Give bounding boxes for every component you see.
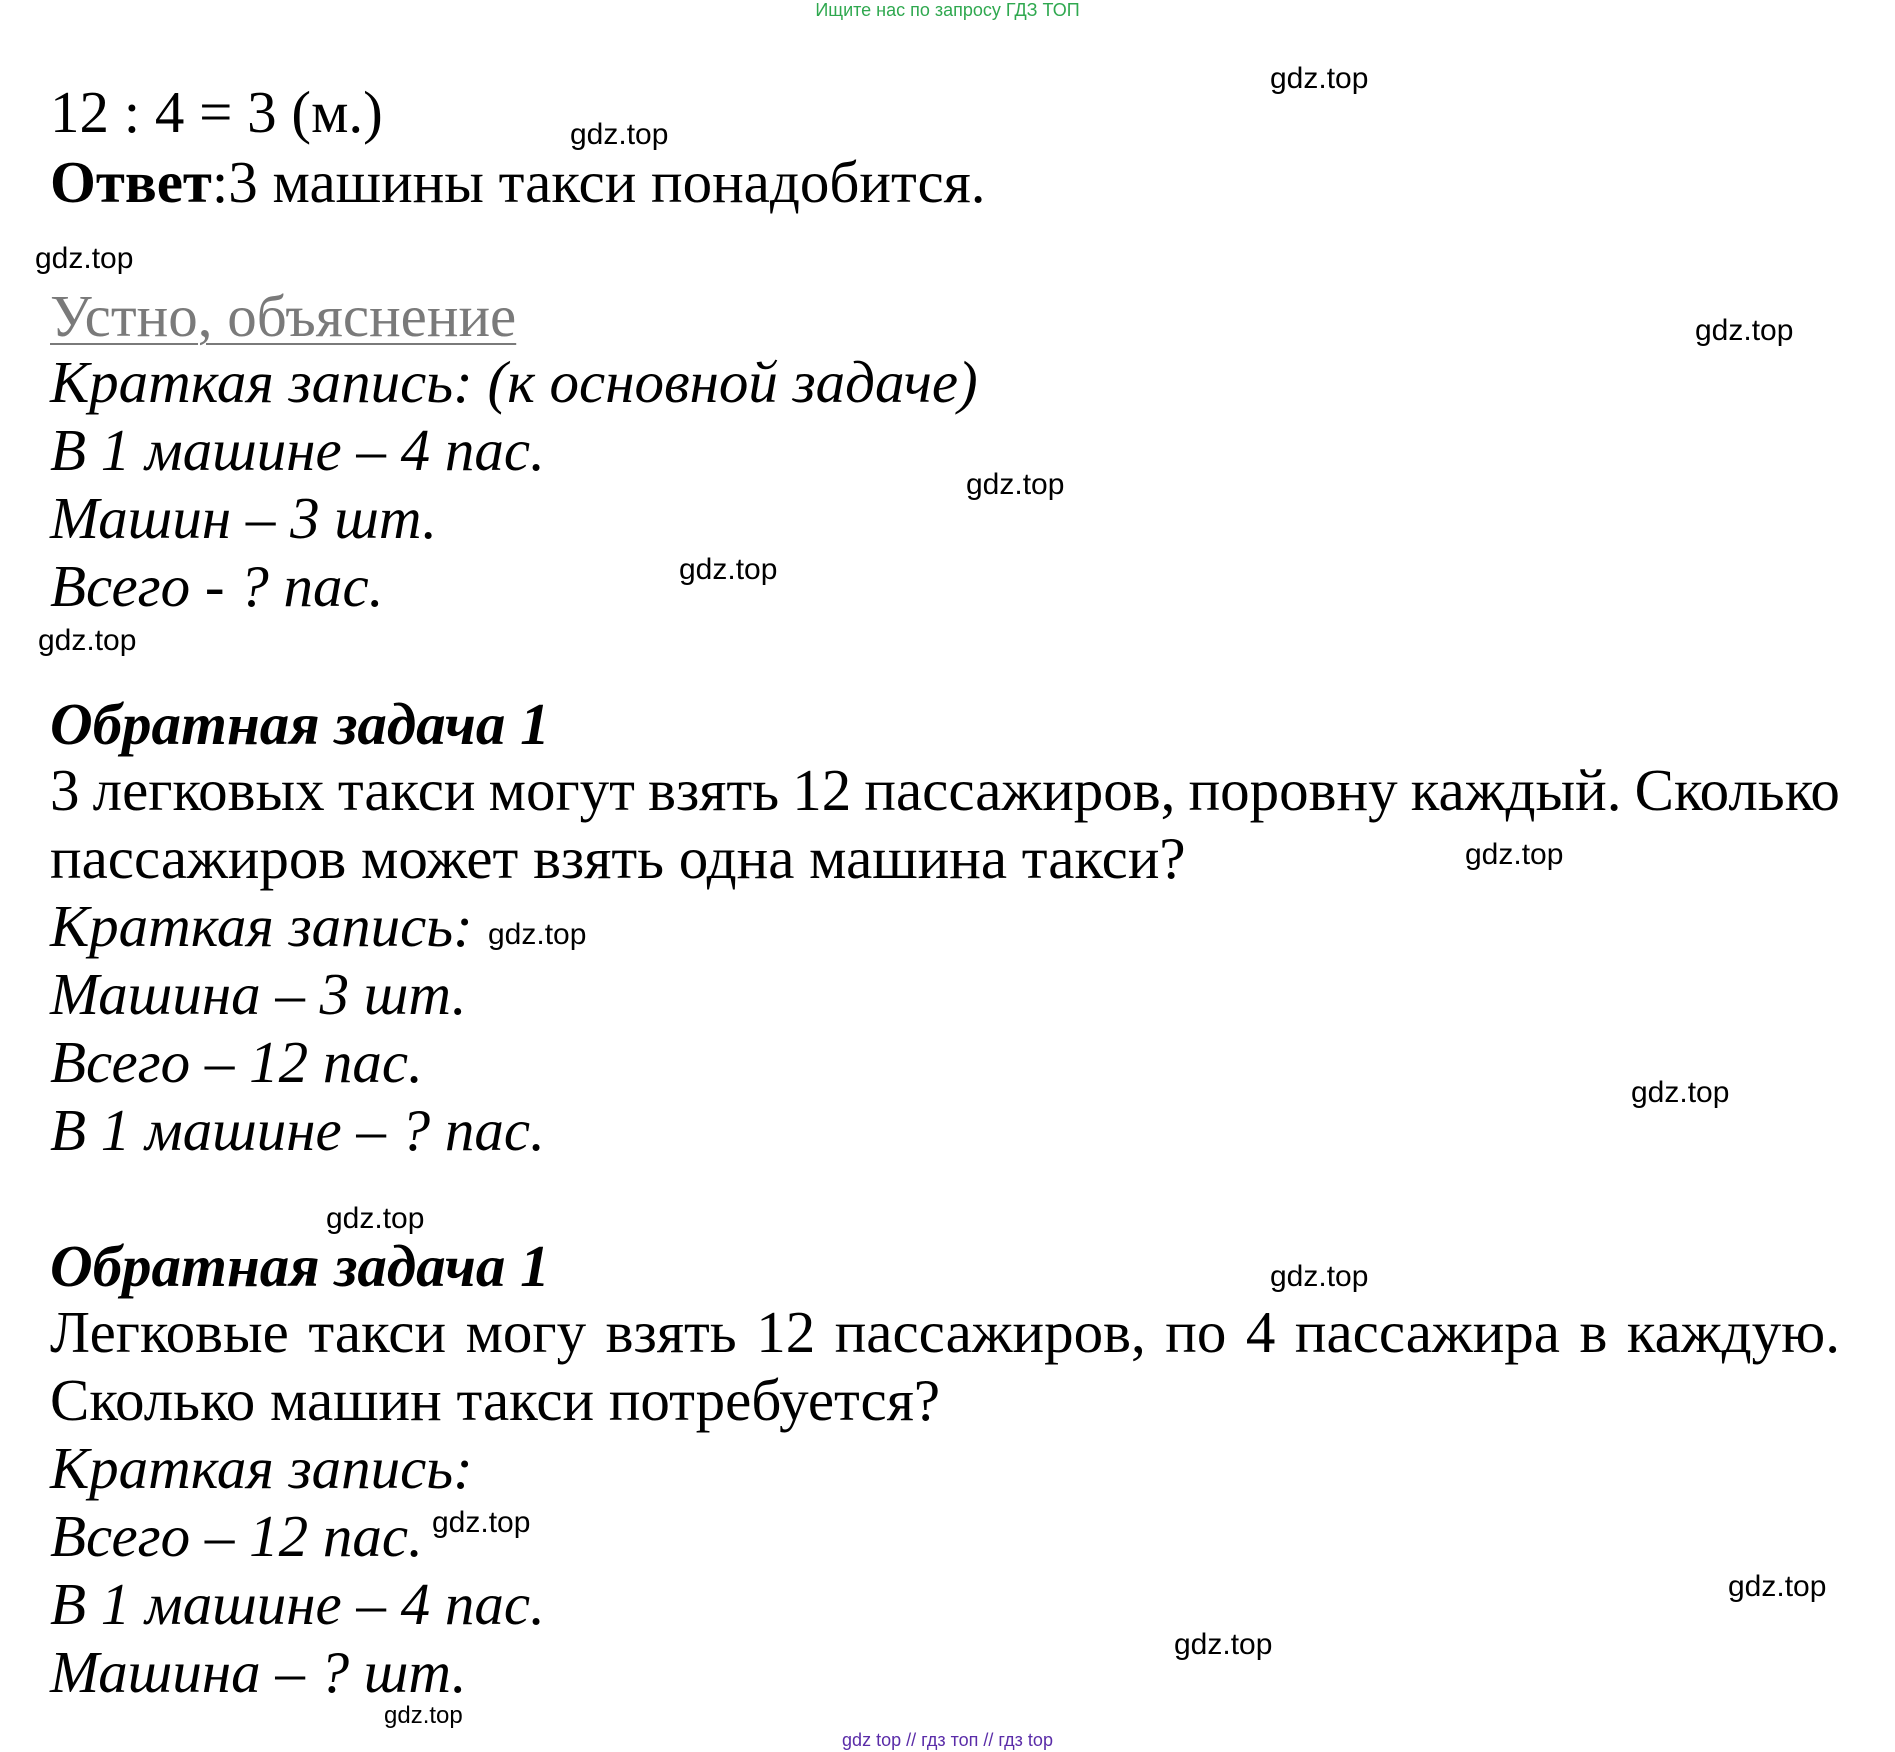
inverse2-note-title: Краткая запись:: [50, 1435, 473, 1501]
inverse1-word: 3: [50, 757, 80, 823]
inverse1-word: Сколько: [1634, 757, 1840, 823]
watermark: gdz.top: [1695, 314, 1794, 347]
inverse2-title: Обратная задача 1: [50, 1233, 550, 1299]
inverse1-word: поровну: [1188, 757, 1398, 823]
watermark: gdz.top: [384, 1702, 463, 1729]
inverse2-text-line1: [50, 1298, 1840, 1366]
inverse2-word: пассажира: [1294, 1299, 1560, 1365]
inverse1-line-3: В 1 машине – ? пас.: [50, 1097, 545, 1163]
inverse1-word: 12: [792, 757, 852, 823]
inverse2-word: пассажиров,: [834, 1299, 1146, 1365]
watermark: gdz.top: [1270, 62, 1369, 95]
watermark: gdz.top: [1631, 1076, 1730, 1109]
watermark: gdz.top: [488, 918, 587, 951]
inverse1-word: легковых: [92, 757, 325, 823]
watermark: gdz.top: [679, 553, 778, 586]
oral-line-1: В 1 машине – 4 пас.: [50, 417, 545, 483]
inverse1-line-1: Машина – 3 шт.: [50, 961, 467, 1027]
oral-line-3: Всего - ? пас.: [50, 553, 384, 619]
oral-heading: Устно, объяснение: [50, 283, 517, 349]
inverse2-word: каждую.: [1626, 1299, 1840, 1365]
top-banner: Ищите нас по запросу ГДЗ ТОП: [815, 0, 1080, 20]
watermark: gdz.top: [570, 118, 669, 151]
inverse2-text-line2: Сколько машин такси потребуется?: [50, 1367, 941, 1433]
inverse2-word: по: [1165, 1299, 1227, 1365]
answer: [50, 148, 986, 216]
inverse2-word: Легковые: [50, 1299, 289, 1365]
answer-text: :3 машины такси понадобится.: [211, 149, 986, 215]
watermark: gdz.top: [1270, 1260, 1369, 1293]
inverse2-word: 4: [1245, 1299, 1276, 1365]
watermark: gdz.top: [432, 1506, 531, 1539]
oral-line-2: Машин – 3 шт.: [50, 485, 437, 551]
inverse2-word: в: [1579, 1299, 1608, 1365]
inverse2-word: могу: [465, 1299, 587, 1365]
watermark: gdz.top: [326, 1202, 425, 1235]
watermark: gdz.top: [1728, 1570, 1827, 1603]
inverse1-text-line2: пассажиров может взять одна машина такси?: [50, 825, 1186, 891]
inverse2-line-1: Всего – 12 пас.: [50, 1503, 423, 1569]
inverse1-word: каждый.: [1410, 757, 1622, 823]
inverse1-word: могут: [488, 757, 635, 823]
inverse1-line-2: Всего – 12 пас.: [50, 1029, 423, 1095]
equation: 12 : 4 = 3 (м.): [50, 79, 383, 145]
inverse1-title: Обратная задача 1: [50, 691, 550, 757]
watermark: gdz.top: [966, 468, 1065, 501]
inverse2-line-3: Машина – ? шт.: [50, 1639, 467, 1705]
watermark: gdz.top: [38, 624, 137, 657]
inverse2-word: 12: [756, 1299, 816, 1365]
inverse2-line-2: В 1 машине – 4 пас.: [50, 1571, 545, 1637]
inverse1-note-title: Краткая запись:: [50, 893, 473, 959]
answer-label: Ответ: [50, 149, 212, 215]
footer: gdz top // гдз топ // гдз top: [842, 1730, 1053, 1750]
inverse1-word: взять: [648, 757, 780, 823]
watermark: gdz.top: [1174, 1628, 1273, 1661]
inverse1-word: такси: [337, 757, 476, 823]
oral-note-title: Краткая запись: (к основной задаче): [50, 349, 978, 415]
inverse2-word: такси: [308, 1299, 447, 1365]
inverse1-word: пассажиров,: [864, 757, 1176, 823]
watermark: gdz.top: [35, 242, 134, 275]
inverse2-word: взять: [605, 1299, 737, 1365]
inverse1-text-line1: [50, 756, 1840, 824]
watermark: gdz.top: [1465, 838, 1564, 871]
